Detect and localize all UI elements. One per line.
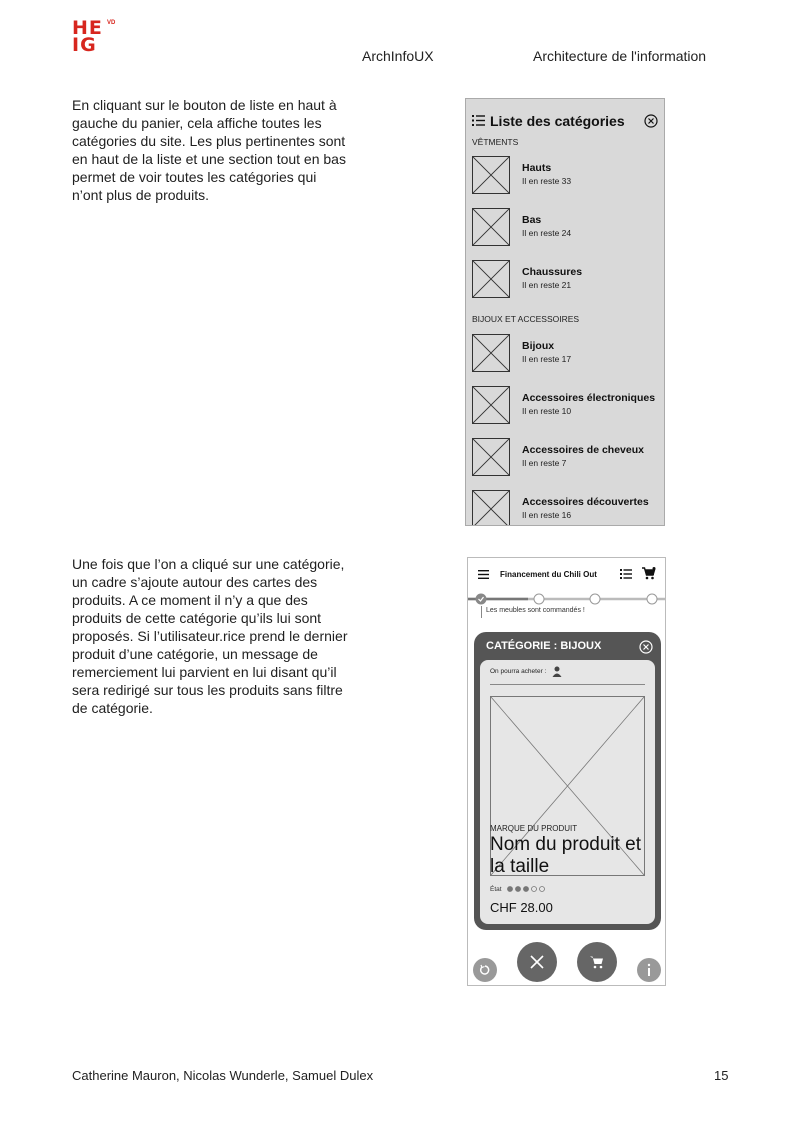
product-name: Nom du produit et la taille bbox=[490, 834, 642, 877]
para1-line: catégories du site. Les plus pertinentes sont bbox=[72, 133, 346, 149]
person-icon bbox=[552, 666, 562, 677]
image-placeholder-icon bbox=[472, 208, 510, 246]
para2-line: produit d’une catégorie, un message de bbox=[72, 646, 318, 662]
cart-icon bbox=[590, 955, 604, 969]
category-remaining: Il en reste 10 bbox=[522, 406, 572, 416]
add-to-cart-button[interactable] bbox=[577, 942, 617, 982]
paragraph-1 bbox=[72, 96, 382, 204]
cart-icon[interactable] bbox=[642, 567, 656, 580]
info-icon bbox=[646, 963, 652, 977]
campaign-title: Financement du Chili Out bbox=[500, 570, 597, 579]
para2-line: un cadre s’ajoute autour des cartes des bbox=[72, 574, 318, 590]
category-item[interactable] bbox=[472, 490, 662, 526]
category-item[interactable] bbox=[472, 386, 662, 426]
heig-logo bbox=[72, 17, 122, 56]
category-item[interactable] bbox=[472, 208, 662, 248]
page-number: 15 bbox=[714, 1068, 729, 1083]
para1-line: n’ont plus de produits. bbox=[72, 187, 209, 203]
condition-rating bbox=[506, 885, 546, 893]
progress-steps bbox=[468, 592, 666, 606]
category-frame bbox=[474, 632, 661, 930]
para1-line: En cliquant sur le bouton de liste en haut à bbox=[72, 97, 337, 113]
logo-line-2: IG bbox=[72, 34, 97, 56]
category-remaining: Il en reste 17 bbox=[522, 354, 572, 364]
category-name: Bijoux bbox=[522, 340, 555, 352]
category-name: Chaussures bbox=[522, 266, 583, 278]
list-icon[interactable] bbox=[472, 115, 485, 126]
category-remaining: Il en reste 7 bbox=[522, 458, 567, 468]
para2-line: remerciement lui parvient en lui disant qu’il bbox=[72, 664, 337, 680]
category-name: Accessoires électroniques bbox=[522, 392, 656, 404]
category-item[interactable] bbox=[472, 334, 662, 374]
category-item[interactable] bbox=[472, 260, 662, 300]
image-placeholder-icon bbox=[472, 260, 510, 298]
logo-line-1: HE bbox=[72, 17, 103, 39]
close-icon[interactable] bbox=[639, 640, 653, 654]
product-brand: MARQUE DU PRODUIT bbox=[490, 824, 578, 833]
undo-button[interactable] bbox=[473, 958, 497, 982]
para2-line: sera redirigé sur tous les produits sans filtre bbox=[72, 682, 343, 698]
condition-dot bbox=[532, 887, 537, 892]
category-name: Bas bbox=[522, 214, 542, 226]
section-label: VÊTMENTS bbox=[472, 137, 519, 147]
para1-line: gauche du panier, cela affiche toutes les bbox=[72, 115, 322, 131]
para2-line: de catégorie. bbox=[72, 700, 153, 716]
para1-line: permet de voir toutes les catégories qui bbox=[72, 169, 317, 185]
category-name: Hauts bbox=[522, 162, 552, 174]
para2-line: proposés. Si l’utilisateur.rice prend le dernier bbox=[72, 628, 348, 644]
undo-icon bbox=[479, 964, 491, 976]
category-remaining: Il en reste 33 bbox=[522, 176, 572, 186]
section-label: BIJOUX ET ACCESSOIRES bbox=[472, 314, 580, 324]
category-list-mockup bbox=[465, 98, 665, 526]
logo-sup: VD bbox=[107, 20, 116, 26]
image-placeholder-icon bbox=[472, 156, 510, 194]
image-placeholder-icon bbox=[472, 490, 510, 526]
condition-dot bbox=[524, 887, 529, 892]
category-item[interactable] bbox=[472, 438, 662, 478]
category-name: Accessoires découvertes bbox=[522, 496, 649, 508]
category-remaining: Il en reste 21 bbox=[522, 280, 572, 290]
product-price: CHF 28.00 bbox=[490, 900, 553, 915]
menu-icon[interactable] bbox=[478, 570, 489, 579]
footer-authors: Catherine Mauron, Nicolas Wunderle, Samuel Dulex bbox=[72, 1068, 374, 1083]
info-button[interactable] bbox=[637, 958, 661, 982]
state-label: État bbox=[490, 886, 502, 893]
category-frame-title: CATÉGORIE : BIJOUX bbox=[486, 640, 602, 652]
para1-line: en haut de la liste et une section tout en bas bbox=[72, 151, 346, 167]
category-remaining: Il en reste 16 bbox=[522, 510, 572, 520]
product-card[interactable] bbox=[480, 660, 655, 924]
para2-line: produits de cette catégorie qu’ils lui sont bbox=[72, 610, 322, 626]
buy-label: On pourra acheter : bbox=[490, 668, 547, 675]
step-connector bbox=[481, 606, 482, 618]
image-placeholder-icon bbox=[472, 438, 510, 476]
condition-dot bbox=[540, 887, 545, 892]
close-icon bbox=[530, 955, 544, 969]
para2-line: produits. A ce moment il n’y a que des bbox=[72, 592, 308, 608]
header-doc-title: Architecture de l'information bbox=[533, 48, 707, 64]
image-placeholder-icon bbox=[472, 334, 510, 372]
dismiss-button[interactable] bbox=[517, 942, 557, 982]
header-doc-short: ArchInfoUX bbox=[362, 48, 434, 64]
condition-dot bbox=[516, 887, 521, 892]
category-item[interactable] bbox=[472, 156, 662, 196]
para2-line: Une fois que l’on a cliqué sur une catégorie, bbox=[72, 556, 345, 572]
step-note: Les meubles sont commandés ! bbox=[486, 607, 585, 614]
category-list-title: Liste des catégories bbox=[490, 113, 625, 129]
paragraph-2 bbox=[72, 555, 382, 717]
category-remaining: Il en reste 24 bbox=[522, 228, 572, 238]
list-icon[interactable] bbox=[620, 569, 632, 579]
filtered-category-mockup bbox=[467, 557, 666, 986]
close-icon[interactable] bbox=[644, 114, 658, 128]
divider bbox=[490, 684, 645, 685]
image-placeholder-icon bbox=[472, 386, 510, 424]
condition-dot bbox=[508, 887, 513, 892]
category-name: Accessoires de cheveux bbox=[522, 444, 644, 456]
